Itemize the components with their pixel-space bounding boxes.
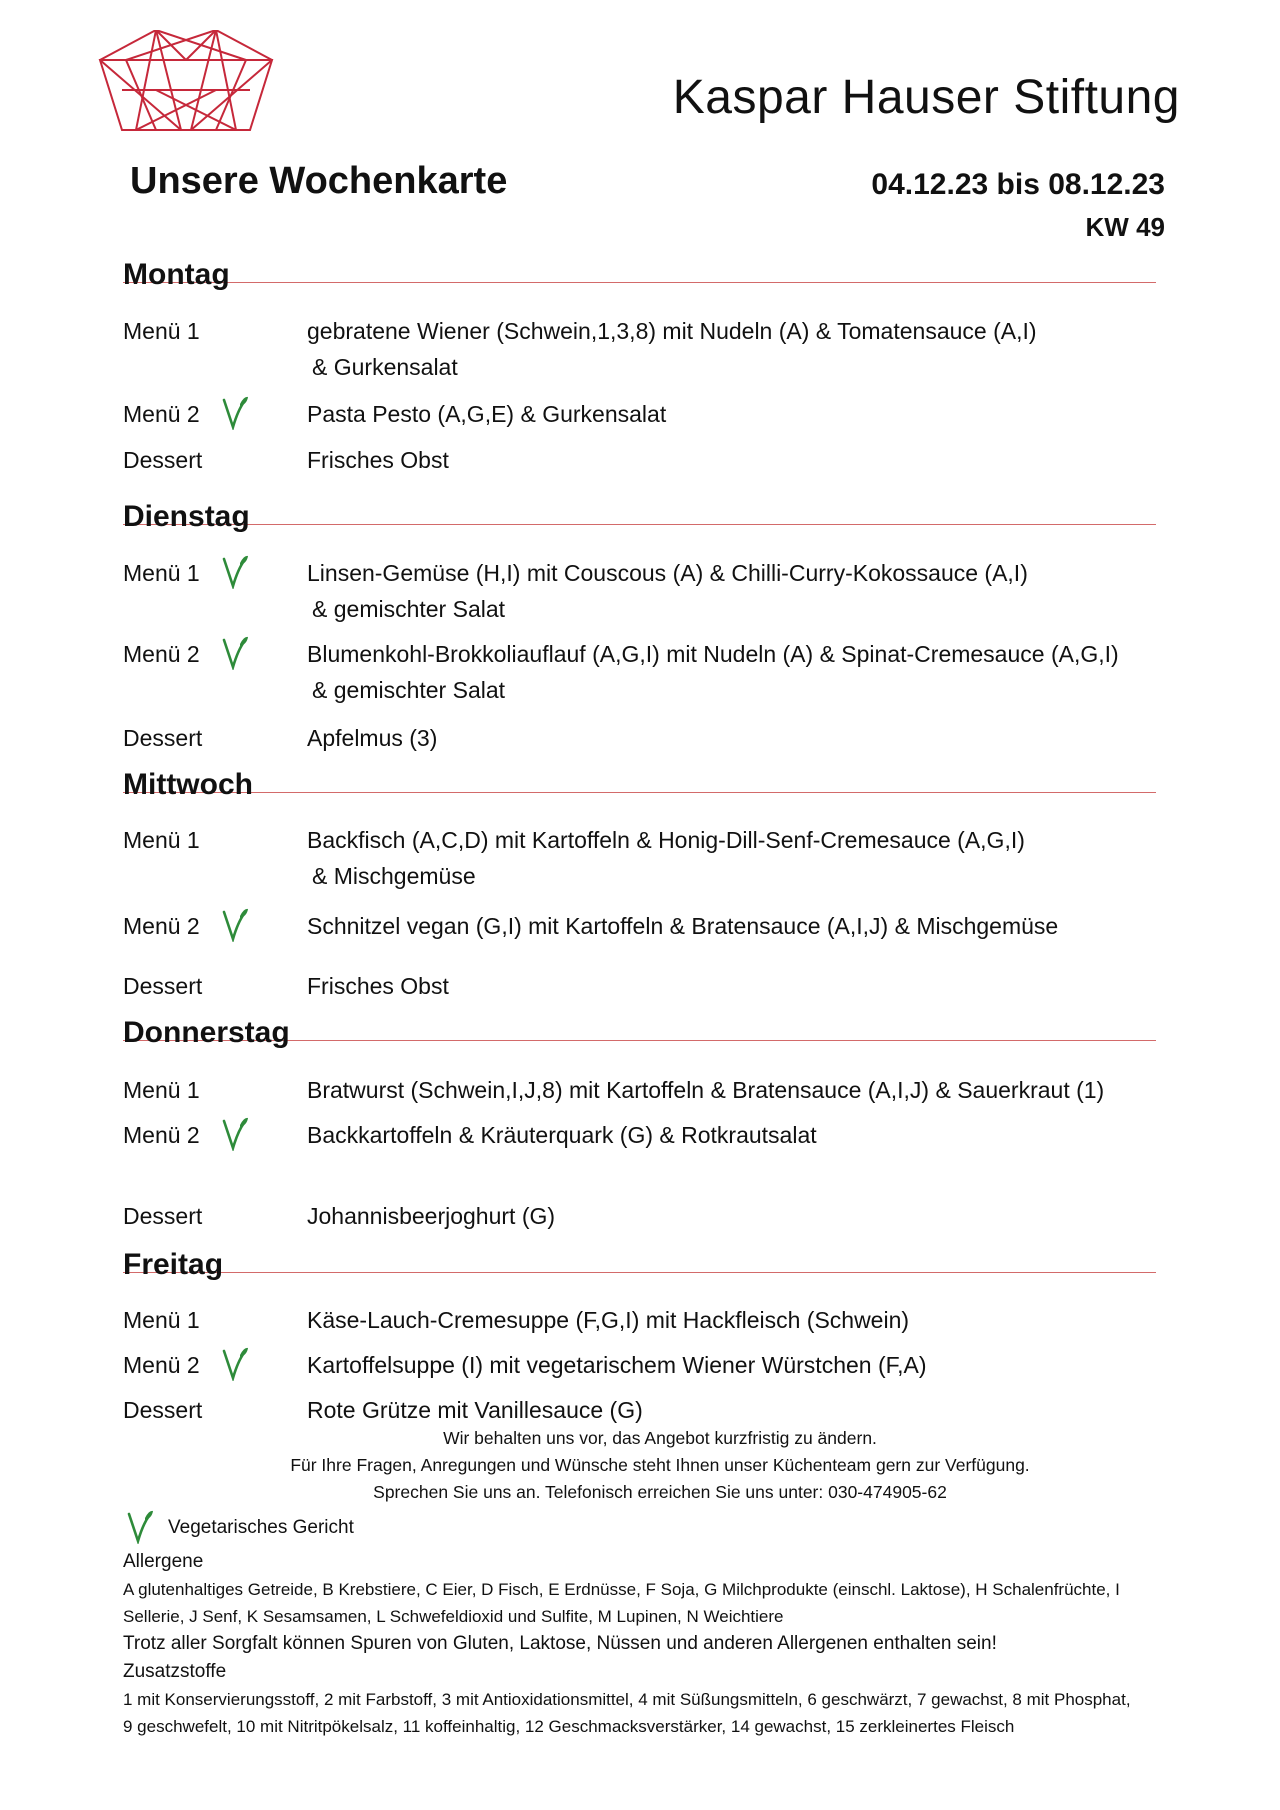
leaf-v-icon [222, 1347, 248, 1381]
dish-text-continued: & gemischter Salat [312, 596, 506, 622]
dish-text: Frisches Obst [307, 973, 449, 999]
menu-row [123, 1117, 1163, 1153]
vegetarian-legend-label: Vegetarisches Gericht [168, 1517, 354, 1538]
menu-row [123, 822, 1163, 894]
dish-text: Apfelmus (3) [307, 725, 438, 751]
menu-row [123, 1302, 1163, 1338]
organization-name: Kaspar Hauser Stiftung [672, 71, 1180, 124]
calendar-week: KW 49 [1085, 212, 1165, 242]
menu-label: Menü 2 [123, 1352, 200, 1378]
dish-text: Linsen-Gemüse (H,I) mit Couscous (A) & Chilli-Curry-Kokossauce (A,I) [307, 560, 1028, 586]
menu-label: Menü 1 [123, 1307, 200, 1333]
menu-label: Menü 1 [123, 827, 200, 853]
leaf-v-icon [222, 555, 248, 589]
dish-text-continued: & Gurkensalat [312, 354, 458, 380]
menu-row [123, 1072, 1163, 1108]
day-header [123, 750, 1156, 801]
dish-text: Käse-Lauch-Cremesuppe (F,G,I) mit Hackfleisch (Schwein) [307, 1307, 910, 1333]
notice-line: Für Ihre Fragen, Anregungen und Wünsche steht Ihnen unser Küchenteam gern zur Verfügung. [290, 1455, 1030, 1475]
day-name: Dienstag [123, 500, 250, 533]
menu-label: Dessert [123, 1203, 203, 1229]
dish-text: Backfisch (A,C,D) mit Kartoffeln & Honig-Dill-Senf-Cremesauce (A,G,I) [307, 827, 1025, 853]
dish-text: Blumenkohl-Brokkoliauflauf (A,G,I) mit Nudeln (A) & Spinat-Cremesauce (A,G,I) [307, 641, 1119, 667]
menu-row [123, 313, 1163, 385]
day-header [123, 1230, 1156, 1281]
menu-label: Menü 1 [123, 560, 200, 586]
dish-text: Backkartoffeln & Kräuterquark (G) & Rotkrautsalat [307, 1122, 817, 1148]
menu-label: Menü 2 [123, 913, 200, 939]
date-range: 04.12.23 bis 08.12.23 [871, 168, 1165, 201]
dish-text: Kartoffelsuppe (I) mit vegetarischem Wiener Würstchen (F,A) [307, 1352, 927, 1378]
menu-label: Menü 2 [123, 401, 200, 427]
day-name: Freitag [123, 1248, 224, 1281]
menu-row [123, 1392, 1163, 1428]
day-name: Montag [123, 258, 230, 291]
dish-text: Pasta Pesto (A,G,E) & Gurkensalat [307, 401, 667, 427]
crown-logo-icon [96, 30, 276, 135]
day-header [123, 240, 1156, 291]
menu-row [123, 1198, 1163, 1234]
dish-text: Rote Grütze mit Vanillesauce (G) [307, 1397, 643, 1423]
dish-text: Schnitzel vegan (G,I) mit Kartoffeln & Bratensauce (A,I,J) & Mischgemüse [307, 913, 1059, 939]
additives-title: Zusatzstoffe [123, 1661, 227, 1682]
allergens-text: A glutenhaltiges Getreide, B Krebstiere, C Eier, D Fisch, E Erdnüsse, F Soja, G Milchprodukte (einschl. Laktose), H Schalenfrüchte, I [123, 1580, 1120, 1599]
additives-text: 9 geschwefelt, 10 mit Nitritpökelsalz, 11 koffeinhaltig, 12 Geschmacksverstärker, 14 gewachst, 15 zerkleinertes Fleisch [123, 1717, 1015, 1736]
notice-line: Wir behalten uns vor, das Angebot kurzfristig zu ändern. [443, 1428, 877, 1448]
menu-row [123, 1347, 1163, 1383]
leaf-v-icon [222, 396, 248, 430]
day-header [123, 482, 1156, 533]
dish-text-continued: & gemischter Salat [312, 677, 506, 703]
dish-text: Johannisbeerjoghurt (G) [307, 1203, 556, 1229]
day-name: Donnerstag [123, 1016, 290, 1049]
menu-label: Menü 2 [123, 1122, 200, 1148]
menu-row [123, 908, 1163, 944]
day-name: Mittwoch [123, 768, 253, 801]
dish-text: Frisches Obst [307, 447, 449, 473]
menu-label: Dessert [123, 447, 203, 473]
leaf-v-icon [127, 1510, 153, 1544]
menu-label: Menü 1 [123, 318, 200, 344]
page-title: Unsere Wochenkarte [130, 160, 508, 202]
allergens-text: Sellerie, J Senf, K Sesamsamen, L Schwefeldioxid und Sulfite, M Lupinen, N Weichtiere [123, 1607, 784, 1626]
leaf-v-icon [222, 908, 248, 942]
menu-row [123, 396, 1163, 432]
menu-label: Dessert [123, 1397, 203, 1423]
additives-text: 1 mit Konservierungsstoff, 2 mit Farbstoff, 3 mit Antioxidationsmittel, 4 mit Süßungsmitteln, 6 geschwärzt, 7 gewachst, 8 mit Phosphat, [123, 1690, 1131, 1709]
legend [123, 1510, 1233, 1740]
menu-label: Dessert [123, 725, 203, 751]
notice-line: Sprechen Sie uns an. Telefonisch erreichen Sie uns unter: 030-474905-62 [373, 1482, 947, 1502]
allergen-warning: Trotz aller Sorgfalt können Spuren von Gluten, Laktose, Nüssen und anderen Allergenen enthalten sein! [123, 1633, 997, 1654]
leaf-v-icon [222, 636, 248, 670]
notice [0, 1425, 1280, 1506]
menu-label: Menü 2 [123, 641, 200, 667]
menu-label: Menü 1 [123, 1077, 200, 1103]
allergens-title: Allergene [123, 1551, 204, 1572]
dish-text-continued: & Mischgemüse [312, 863, 476, 889]
dish-text: gebratene Wiener (Schwein,1,3,8) mit Nudeln (A) & Tomatensauce (A,I) [307, 318, 1037, 344]
leaf-v-icon [222, 1117, 248, 1151]
menu-row [123, 555, 1163, 627]
vegetarian-legend [123, 1510, 1233, 1548]
menu-label: Dessert [123, 973, 203, 999]
day-header [123, 998, 1156, 1049]
menu-row [123, 636, 1163, 708]
dish-text: Bratwurst (Schwein,I,J,8) mit Kartoffeln & Bratensauce (A,I,J) & Sauerkraut (1) [307, 1077, 1105, 1103]
menu-row [123, 442, 1163, 478]
